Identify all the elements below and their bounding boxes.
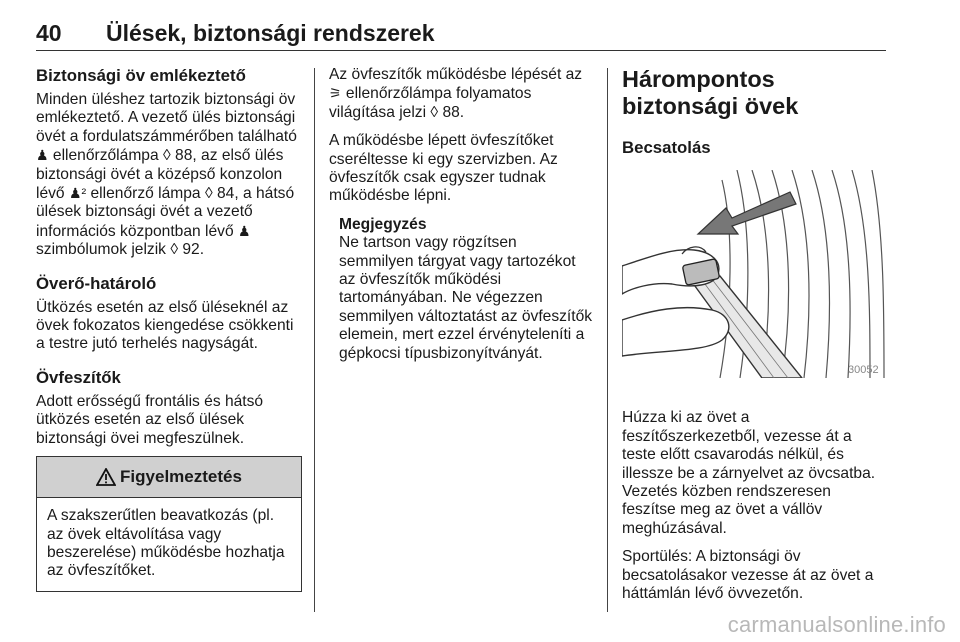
belt-fastening-illustration [622, 170, 886, 378]
paragraph-pretensioners: Adott erősségű frontális és hátsó ütközés esetén az első ülések biztonsági övei megfeszülnek. [36, 392, 264, 447]
column-divider [607, 68, 608, 612]
warning-triangle-icon [96, 468, 116, 486]
note-title: Megjegyzés [339, 215, 427, 233]
reference-arrow-icon: ◊ [162, 147, 171, 165]
seatbelt-passenger-icon: ♟² [68, 185, 87, 202]
image-code: 30052 [848, 364, 879, 376]
warning-box [36, 456, 302, 592]
seatbelt-icon: ♟ [36, 147, 49, 164]
reference-arrow-icon: ◊ [430, 103, 439, 121]
heading-pretensioners: Övfeszítők [36, 367, 121, 387]
airbag-icon: ⚞ [329, 85, 342, 102]
paragraph-sport-seat: Sportülés: A biztonsági öv becsatolásakor vezesse át az övet a háttámlán lévő övvezetőn. [622, 548, 874, 603]
column-left [36, 66, 302, 592]
warning-header [37, 457, 301, 498]
warning-title: Figyelmeztetés [120, 466, 242, 486]
page-header [36, 14, 886, 51]
page-number: 40 [36, 20, 62, 46]
paragraph-load-limiter: Ütközés esetén az első üléseknél az övek fokozatos kiengedése csökkenti a testre jutó terhelés nagyságát. [36, 298, 294, 353]
watermark: carmanualsonline.info [727, 612, 946, 637]
warning-body: A szakszerűtlen beavatkozás (pl. az övek eltávolítása vagy beszerelése) működésbe hozhatja az övfeszítőket. [47, 507, 285, 580]
reference-arrow-icon: ◊ [204, 185, 213, 203]
heading-seatbelt-reminder: Biztonsági öv emlékeztető [36, 66, 246, 85]
column-right [622, 66, 886, 613]
heading-load-limiter: Överő-határoló [36, 273, 157, 293]
reference-arrow-icon: ◊ [170, 241, 179, 259]
column-divider [314, 68, 315, 612]
note-box [329, 216, 595, 363]
column-middle [329, 66, 595, 363]
paragraph-pretensioner-activation: Az övfeszítők működésbe lépését az ⚞ ellenőrzőlámpa folyamatos világítása jelzi ◊ 88. [329, 66, 583, 121]
heading-fastening: Becsatolás [622, 138, 711, 157]
paragraph-fastening-steps: Húzza ki az övet a feszítőszerkezetből, vezesse át a teste előtt csavarodás nélkül, és illessze be a zárnyelvet az övcsatba. Vezetés közben rendszeresen feszítse meg az övet a vállöv meghúzásával. [622, 409, 876, 537]
seatbelt-icon: ♟ [237, 222, 251, 239]
page-title: Ülések, biztonsági rendszerek [106, 20, 435, 46]
paragraph-pretensioner-replace: A működésbe lépett övfeszítőket cseréltesse ki egy szervizben. Az övfeszítők csak egyszer tudnak működésbe lépni. [329, 132, 558, 205]
paragraph-seatbelt-reminder: Minden üléshez tartozik biztonsági öv emlékeztető. A vezető ülés biztonsági övét a fordulatszámmérőben található ♟ ellenőrzőlámpa ◊ 88, az első ülés biztonsági övét a középső konzolon lévő ♟² ellenőrző lámpa ◊ 84, a hátsó ülések biztonsági övét a vezető információs központban lévő ♟ szimbólumok jelzik ◊ 92. [36, 91, 297, 259]
note-body: Ne tartson vagy rögzítsen semmilyen tárgyat vagy tartozékot az övfeszítők működési tartományában. Ne végezzen semmilyen változtatást az övfeszítők elemein, mert ezzel érvényteleníti a gépkocsi típusbizonyítványát. [339, 234, 593, 362]
heading-three-point-belts: Hárompontos biztonsági övek [622, 66, 799, 119]
